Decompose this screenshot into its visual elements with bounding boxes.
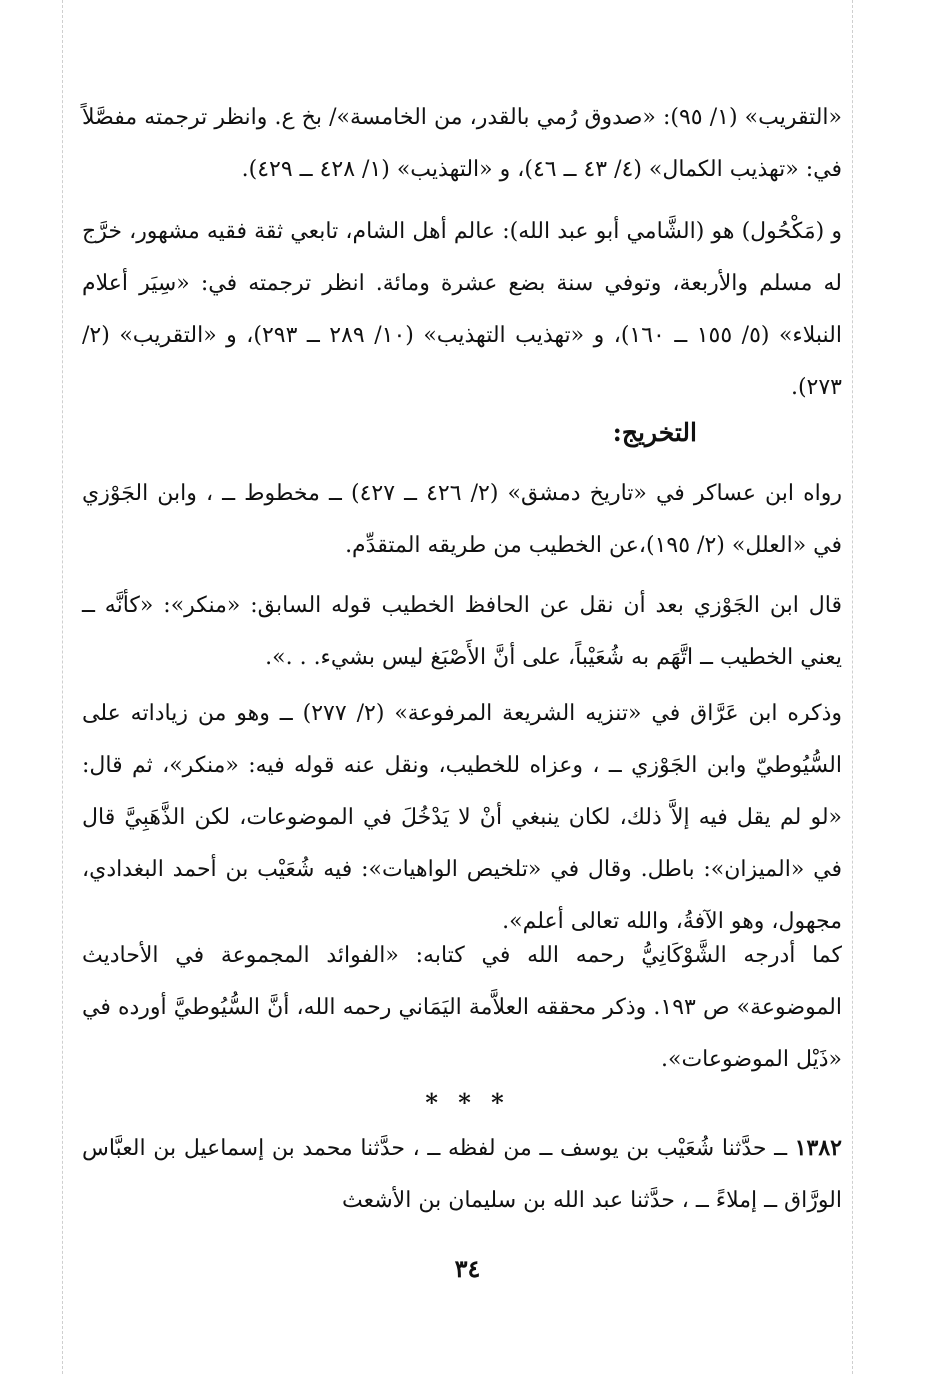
footnote-paragraph-taqrib: «التقريب» (١/ ٩٥): «صدوق رُمي بالقدر، من الخامسة»/ بخ ع. وانظر ترجمته مفصَّلاً في: «تهذيب الكمال» (٤/ ٤٣ ــ ٤٦)، و «التهذيب» (١/ ٤٢٨ ــ ٤٢٩). — [82, 105, 842, 182]
takhrij-paragraph-shawkani: كما أدرجه الشَّوْكَانِيُّ رحمه الله في كتابه: «الفوائد المجموعة في الأحاديث الموضوعة» ص ١٩٣. وذكر محققه العلاَّمة اليَمَاني رحمه الله، أنَّ السُّيُوطيَّ أورده في «ذَيْل الموضوعات». — [82, 943, 842, 1072]
scan-margin-line-right — [852, 0, 853, 1374]
hadith-paragraph — [82, 1122, 842, 1227]
hadith-text: ــ حدَّثنا شُعَيْب بن يوسف ــ من لفظه ــ ، حدَّثنا محمد بن إسماعيل بن العبَّاس الورَّاق ــ إملاءً ــ ، حدَّثنا عبد الله بن سليمان بن الأشعث — [82, 1136, 842, 1213]
section-heading-takhrij: التخريج: — [612, 418, 697, 447]
takhrij-paragraph-ibn-jawzi: قال ابن الجَوْزي بعد أن نقل عن الحافظ الخطيب قوله السابق: «منكر»: «كأنَّه ــ يعني الخطيب ــ اتَّهَم به شُعَيْباً، على أنَّ الأَصْبَغ ليس بشيء. . .». — [82, 593, 842, 670]
footnote-paragraph-makhul: و (مَكْحُول) هو (الشَّامي أبو عبد الله): عالم أهل الشام، تابعي ثقة فقيه مشهور، خرَّج له مسلم والأربعة، وتوفي سنة بضع عشرة ومائة. انظر ترجمته في: «سِيَر أعلام النبلاء» (٥/ ١٥٥ ــ ١٦٠)، و «تهذيب التهذيب» (١٠/ ٢٨٩ ــ ٢٩٣)، و «التقريب» (٢/ ٢٧٣). — [82, 219, 842, 400]
page-number: ٣٤ — [454, 1254, 481, 1283]
takhrij-paragraph-ibn-arraq: وذكره ابن عَرَّاق في «تنزيه الشريعة المرفوعة» (٢/ ٢٧٧) ــ وهو من زياداته على السُّيُوطيّ وابن الجَوْزي ــ ، وعزاه للخطيب، ونقل عنه قوله فيه: «منكر»، ثم قال: «لو لم يقل فيه إلاَّ ذلك، لكان ينبغي أنْ لا يَدْخُلَ في الموضوعات، لكن الذَّهَبِيَّ قال في «الميزان»: باطل. وقال في «تلخيص الواهيات»: فيه شُعَيْب بن أحمد البغدادي، مجهول، وهو الآفةُ، والله تعالى أعلم». — [82, 701, 842, 934]
hadith-number: ١٣٨٢ — [794, 1135, 842, 1161]
takhrij-paragraph-ibn-asakir: رواه ابن عساكر في «تاريخ دمشق» (٢/ ٤٢٦ ــ ٤٢٧) ــ مخطوط ــ ، وابن الجَوْزي في «العلل» (٢/ ١٩٥)،عن الخطيب من طريقه المتقدِّم. — [82, 481, 842, 558]
scan-margin-line-left — [62, 0, 63, 1374]
section-separator: * * * — [425, 1088, 510, 1117]
